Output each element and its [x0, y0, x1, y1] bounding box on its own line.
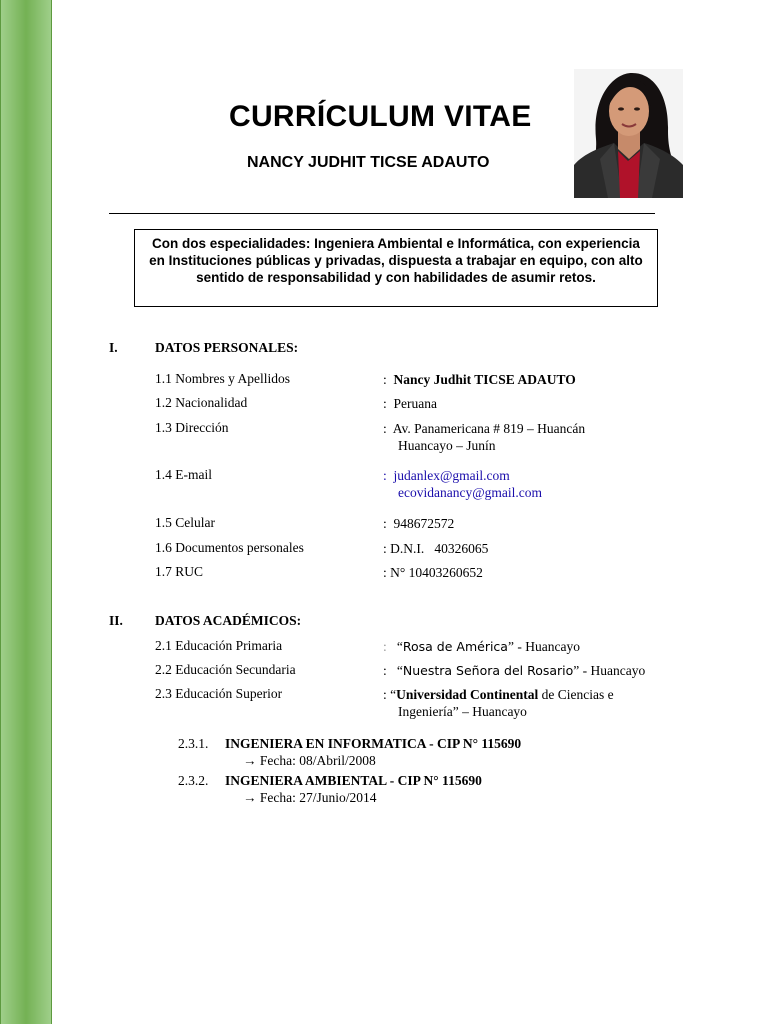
personal-value-address: : Av. Panamericana # 819 – Huancán Huancayo – Junín — [383, 421, 586, 453]
profile-photo-portrait — [574, 69, 683, 198]
academic-label-secondary: 2.2 Educación Secundaria — [155, 662, 296, 677]
section-number-academic: II. — [109, 613, 123, 628]
email-link-1[interactable]: judanlex@gmail.com — [393, 468, 510, 483]
personal-label-email: 1.4 E-mail — [155, 467, 212, 482]
academic-value-higher: : “Universidad Continental de Ciencias e Ingeniería” – Huancayo — [383, 687, 614, 719]
personal-label-ruc: 1.7 RUC — [155, 564, 204, 579]
degree-item-ambiental: 2.3.2. INGENIERA AMBIENTAL - CIP N° 115690 → Fecha: 27/Junio/2014 — [178, 773, 482, 805]
arrow-right-icon: → — [243, 753, 257, 768]
degree-item-informatica: 2.3.1. INGENIERA EN INFORMATICA - CIP N° 115690 → Fecha: 08/Abril/2008 — [178, 736, 522, 768]
personal-value-ruc: : N° 10403260652 — [383, 565, 483, 580]
arrow-right-icon: → — [243, 790, 257, 805]
decorative-side-bar — [0, 0, 52, 1024]
section-heading-personal: DATOS PERSONALES: — [155, 340, 299, 355]
profile-summary-box: Con dos especialidades: Ingeniera Ambiental e Informática, con experiencia en Instituciones públicas y privadas, dispuesta a trabajar en equipo, con alto sentido de responsabilidad y con habilidades de asumir retos. — [134, 229, 658, 307]
section-number-personal: I. — [109, 340, 118, 355]
header-divider — [109, 213, 655, 214]
personal-label-documents: 1.6 Documentos personales — [155, 540, 304, 555]
personal-label-nationality: 1.2 Nacionalidad — [155, 395, 248, 410]
personal-value-email: : judanlex@gmail.com ecovidanancy@gmail.com — [383, 468, 543, 500]
academic-label-higher: 2.3 Educación Superior — [155, 686, 283, 701]
personal-value-name: : Nancy Judhit TICSE ADAUTO — [383, 372, 576, 387]
academic-label-primary: 2.1 Educación Primaria — [155, 638, 283, 653]
personal-value-nationality: : Peruana — [383, 396, 437, 411]
profile-photo — [574, 69, 683, 198]
section-heading-academic: DATOS ACADÉMICOS: — [155, 613, 302, 628]
personal-value-phone: : 948672572 — [383, 516, 455, 531]
academic-value-primary: : “Rosa de América” - Huancayo — [383, 639, 580, 654]
personal-label-address: 1.3 Dirección — [155, 420, 229, 435]
candidate-name-heading: NANCY JUDHIT TICSE ADAUTO — [247, 154, 490, 171]
document-title: CURRÍCULUM VITAE — [229, 100, 532, 133]
email-link-2[interactable]: ecovidanancy@gmail.com — [398, 485, 543, 500]
personal-label-phone: 1.5 Celular — [155, 515, 215, 530]
academic-value-secondary: : “Nuestra Señora del Rosario” - Huancayo — [383, 663, 646, 678]
personal-value-documents: : D.N.I. 40326065 — [383, 541, 489, 556]
personal-label-name: 1.1 Nombres y Apellidos — [155, 371, 290, 386]
